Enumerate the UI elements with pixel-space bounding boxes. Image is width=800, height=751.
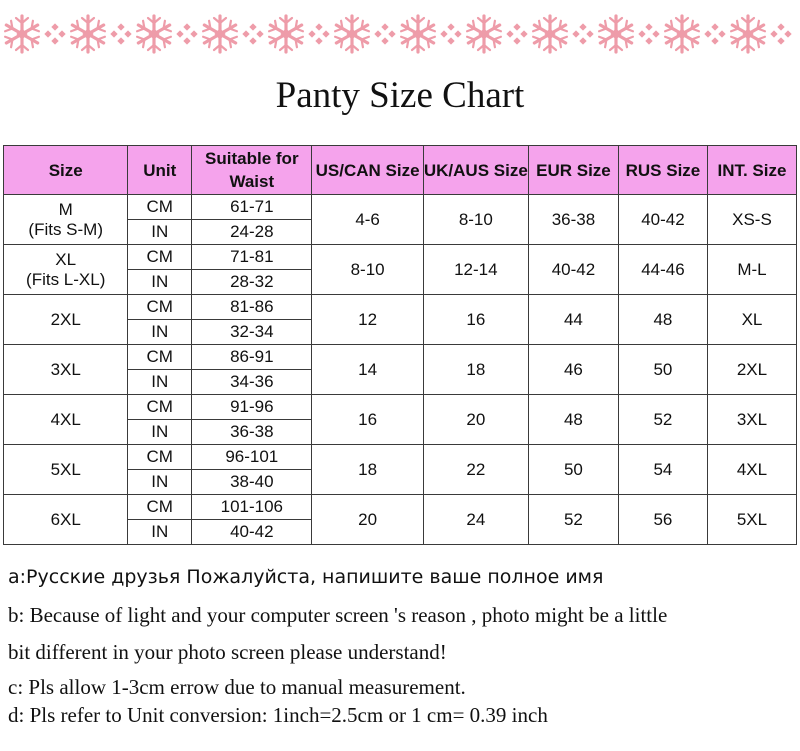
- header-rus: RUS Size: [618, 146, 707, 195]
- diamond-motif: [176, 23, 197, 44]
- eur-size: 48: [528, 395, 618, 445]
- size-label: 2XL: [50, 309, 81, 329]
- int-size: XS-S: [707, 195, 796, 245]
- diamond-motif: [638, 23, 659, 44]
- page-title: Panty Size Chart: [275, 75, 525, 116]
- snowflake-motif: [71, 16, 105, 52]
- note-c: c: Pls allow 1-3cm errow due to manual measurement.: [8, 675, 466, 699]
- unit-cm: CM: [128, 495, 192, 520]
- table-row: [4, 445, 797, 470]
- unit-cm: CM: [128, 445, 192, 470]
- size-cell: [4, 245, 128, 295]
- table-row: [4, 345, 797, 370]
- waist-in: 34-36: [192, 370, 312, 395]
- waist-cm: 91-96: [192, 395, 312, 420]
- size-cell: [4, 445, 128, 495]
- waist-in: 32-34: [192, 320, 312, 345]
- unit-cm: CM: [128, 295, 192, 320]
- waist-cm: 61-71: [192, 195, 312, 220]
- snowflake-motif: [731, 16, 765, 52]
- waist-in: 38-40: [192, 470, 312, 495]
- us-can-size: 12: [312, 295, 423, 345]
- eur-size: 50: [528, 445, 618, 495]
- snowflake-motif: [335, 16, 369, 52]
- diamond-motif: [242, 23, 263, 44]
- note-a: a:Русские друзья Пожалуйста, напишите ваше полное имя: [8, 566, 604, 588]
- table-row: [4, 295, 797, 320]
- header-size: Size: [4, 146, 128, 195]
- unit-in: IN: [128, 420, 192, 445]
- rus-size: 56: [618, 495, 707, 545]
- table-body: [4, 195, 797, 545]
- unit-cm: CM: [128, 345, 192, 370]
- eur-size: 40-42: [528, 245, 618, 295]
- unit-in: IN: [128, 320, 192, 345]
- note-b-line1: b: Because of light and your computer screen 's reason , photo might be a little: [8, 603, 668, 627]
- eur-size: 36-38: [528, 195, 618, 245]
- int-size: 4XL: [707, 445, 796, 495]
- snowflake-motif: [137, 16, 171, 52]
- eur-size: 52: [528, 495, 618, 545]
- waist-cm: 81-86: [192, 295, 312, 320]
- rus-size: 54: [618, 445, 707, 495]
- size-cell: [4, 495, 128, 545]
- int-size: 3XL: [707, 395, 796, 445]
- us-can-size: 20: [312, 495, 423, 545]
- table-row: [4, 495, 797, 520]
- us-can-size: 8-10: [312, 245, 423, 295]
- waist-cm: 86-91: [192, 345, 312, 370]
- size-cell: [4, 195, 128, 245]
- waist-cm: 71-81: [192, 245, 312, 270]
- us-can-size: 16: [312, 395, 423, 445]
- size-fit-note: (Fits S-M): [28, 219, 103, 239]
- unit-in: IN: [128, 270, 192, 295]
- size-label: 4XL: [50, 409, 81, 429]
- waist-in: 40-42: [192, 520, 312, 545]
- header-waist: Suitable for Waist: [192, 146, 312, 195]
- size-label: M: [58, 199, 73, 219]
- unit-cm: CM: [128, 245, 192, 270]
- size-cell: [4, 395, 128, 445]
- eur-size: 46: [528, 345, 618, 395]
- diamond-motif: [770, 23, 791, 44]
- table-row: [4, 195, 797, 220]
- size-label: 6XL: [50, 509, 81, 529]
- diamond-motif: [374, 23, 395, 44]
- table-header-row: [4, 146, 797, 195]
- unit-in: IN: [128, 470, 192, 495]
- rus-size: 52: [618, 395, 707, 445]
- decorative-snowflake-border: [0, 10, 800, 58]
- rus-size: 44-46: [618, 245, 707, 295]
- size-fit-note: (Fits L-XL): [26, 269, 106, 289]
- int-size: 2XL: [707, 345, 796, 395]
- waist-cm: 101-106: [192, 495, 312, 520]
- uk-aus-size: 24: [423, 495, 528, 545]
- table-row: [4, 395, 797, 420]
- waist-in: 36-38: [192, 420, 312, 445]
- int-size: XL: [707, 295, 796, 345]
- uk-aus-size: 18: [423, 345, 528, 395]
- snowflake-motif: [665, 16, 699, 52]
- note-b-line2: bit different in your photo screen please understand!: [8, 640, 447, 664]
- snowflake-motif: [203, 16, 237, 52]
- header-us-can: US/CAN Size: [312, 146, 423, 195]
- waist-in: 28-32: [192, 270, 312, 295]
- uk-aus-size: 12-14: [423, 245, 528, 295]
- unit-in: IN: [128, 370, 192, 395]
- uk-aus-size: 16: [423, 295, 528, 345]
- header-int: INT. Size: [707, 146, 796, 195]
- snowflake-motif: [599, 16, 633, 52]
- snowflake-motif: [269, 16, 303, 52]
- us-can-size: 18: [312, 445, 423, 495]
- header-eur: EUR Size: [528, 146, 618, 195]
- uk-aus-size: 20: [423, 395, 528, 445]
- rus-size: 50: [618, 345, 707, 395]
- unit-in: IN: [128, 220, 192, 245]
- int-size: 5XL: [707, 495, 796, 545]
- us-can-size: 14: [312, 345, 423, 395]
- unit-cm: CM: [128, 195, 192, 220]
- snowflake-motif: [401, 16, 435, 52]
- size-label: 3XL: [50, 359, 81, 379]
- diamond-motif: [308, 23, 329, 44]
- unit-in: IN: [128, 520, 192, 545]
- size-label: XL: [55, 249, 77, 269]
- size-label: 5XL: [50, 459, 81, 479]
- diamond-motif: [110, 23, 131, 44]
- uk-aus-size: 22: [423, 445, 528, 495]
- snowflake-motif: [467, 16, 501, 52]
- diamond-motif: [506, 23, 527, 44]
- eur-size: 44: [528, 295, 618, 345]
- rus-size: 40-42: [618, 195, 707, 245]
- rus-size: 48: [618, 295, 707, 345]
- unit-cm: CM: [128, 395, 192, 420]
- table-row: [4, 245, 797, 270]
- header-unit: Unit: [128, 146, 192, 195]
- diamond-motif: [44, 23, 65, 44]
- diamond-motif: [572, 23, 593, 44]
- us-can-size: 4-6: [312, 195, 423, 245]
- diamond-motif: [440, 23, 461, 44]
- int-size: M-L: [707, 245, 796, 295]
- size-cell: [4, 295, 128, 345]
- snowflake-motif: [533, 16, 567, 52]
- size-chart-table: [3, 145, 797, 545]
- waist-cm: 96-101: [192, 445, 312, 470]
- note-d: d: Pls refer to Unit conversion: 1inch=2.5cm or 1 cm= 0.39 inch: [8, 703, 548, 727]
- snowflake-motif: [5, 16, 39, 52]
- waist-in: 24-28: [192, 220, 312, 245]
- uk-aus-size: 8-10: [423, 195, 528, 245]
- header-uk-aus: UK/AUS Size: [423, 146, 528, 195]
- size-cell: [4, 345, 128, 395]
- diamond-motif: [704, 23, 725, 44]
